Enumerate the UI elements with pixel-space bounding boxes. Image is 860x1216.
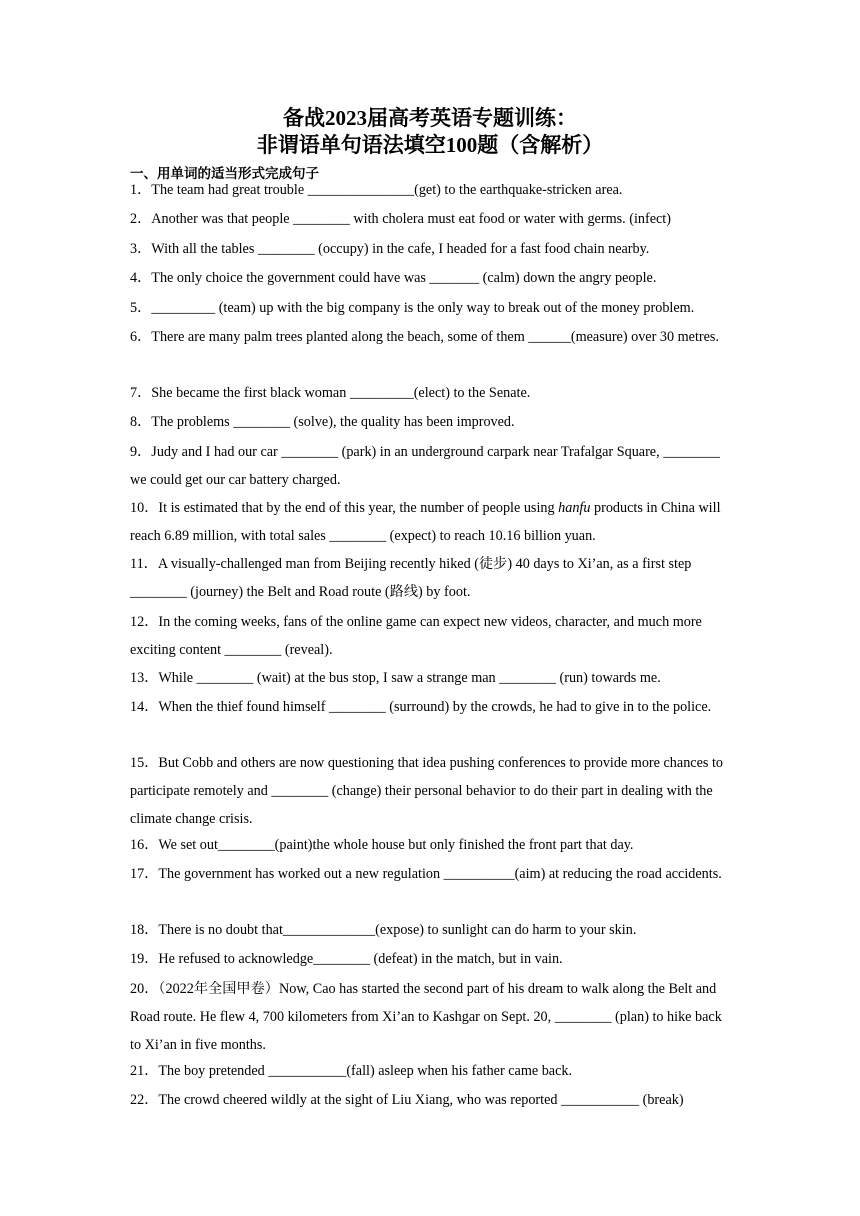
question-number: 19．	[130, 951, 159, 967]
question-text: In the coming weeks, fans of the online game can expect new videos, character, and much more exciting content ________ (reveal).	[130, 614, 702, 658]
document-title-line-1: 备战2023届高考英语专题训练：	[283, 106, 577, 130]
question-number: 3．	[130, 241, 152, 257]
question-text: The team had great trouble _______________(get) to the earthquake-stricken area.	[151, 182, 623, 198]
question-number: 20．	[130, 981, 159, 997]
question-number: 5．	[130, 300, 152, 316]
question-number: 6．	[130, 329, 152, 345]
question-text: A visually-challenged man from Beijing recently hiked (徒步) 40 days to Xi’an, as a first step ________ (journey) the Belt and Road route (路线) by foot.	[130, 556, 692, 600]
question-16	[130, 831, 734, 859]
question-number: 22．	[130, 1092, 159, 1108]
question-text: The problems ________ (solve), the quality has been improved.	[151, 414, 515, 430]
question-text: There is no doubt that_____________(expose) to sunlight can do harm to your skin.	[158, 922, 637, 938]
question-number: 2．	[130, 211, 152, 227]
question-text-after: products in China will reach 6.89 million, with total sales ________ (expect) to reach 10.16 billion yuan.	[130, 500, 721, 544]
question-text: We set out________(paint)the whole house but only finished the front part that day.	[158, 837, 634, 853]
question-4	[130, 264, 734, 292]
document-title-line-2: 非谓语单句语法填空100题（含解析）	[256, 133, 604, 157]
question-20	[130, 975, 734, 1059]
question-text: The government has worked out a new regulation __________(aim) at reducing the road accidents.	[158, 866, 722, 882]
question-number: 12．	[130, 614, 159, 630]
question-13	[130, 664, 734, 692]
question-9	[130, 438, 734, 494]
question-number: 9．	[130, 444, 152, 460]
question-text-before: It is estimated that by the end of this year, the number of people using	[158, 500, 559, 516]
question-text: Judy and I had our car ________ (park) in an underground carpark near Trafalgar Square, ________ we could get our car battery charged.	[130, 444, 720, 488]
question-text: But Cobb and others are now questioning that idea pushing conferences to provide more chances to participate remotely and ________ (change) their personal behavior to do their part in dealing with the climate change crisis.	[130, 755, 723, 827]
question-text: The only choice the government could have was _______ (calm) down the angry people.	[151, 270, 657, 286]
question-text: While ________ (wait) at the bus stop, I saw a strange man ________ (run) towards me.	[158, 670, 661, 686]
question-number: 1．	[130, 182, 152, 198]
question-8	[130, 408, 734, 436]
question-11	[130, 550, 734, 606]
question-number: 10．	[130, 500, 159, 516]
question-number: 18．	[130, 922, 159, 938]
question-text: When the thief found himself ________ (surround) by the crowds, he had to give in to the police.	[158, 699, 712, 715]
section-heading: 一、用单词的适当形式完成句子	[130, 166, 319, 182]
question-21	[130, 1057, 734, 1085]
question-1	[130, 176, 734, 204]
question-15	[130, 749, 734, 833]
question-5	[130, 294, 742, 322]
question-number: 8．	[130, 414, 152, 430]
italic-term: hanfu	[558, 500, 591, 516]
question-7	[130, 379, 734, 407]
question-text: She became the first black woman _________(elect) to the Senate.	[151, 385, 531, 401]
question-number: 16．	[130, 837, 159, 853]
question-number: 21．	[130, 1063, 159, 1079]
question-3	[130, 235, 734, 263]
question-number: 17．	[130, 866, 159, 882]
question-text: There are many palm trees planted along the beach, some of them ______(measure) over 30 metres.	[151, 329, 719, 345]
question-number: 11．	[130, 556, 158, 572]
question-text: The crowd cheered wildly at the sight of Liu Xiang, who was reported ___________ (break)	[158, 1092, 684, 1108]
question-17	[130, 860, 734, 888]
question-6	[130, 323, 734, 351]
question-22	[130, 1086, 734, 1114]
question-number: 15．	[130, 755, 159, 771]
question-18	[130, 916, 734, 944]
question-number: 14．	[130, 699, 159, 715]
question-12	[130, 608, 734, 664]
question-14	[130, 693, 734, 721]
question-text: He refused to acknowledge________ (defeat) in the match, but in vain.	[158, 951, 563, 967]
question-text: （2022年全国甲卷）Now, Cao has started the second part of his dream to walk along the Belt and Road route. He flew 4, 700 kilometers from Xi’an to Kashgar on Sept. 20, ________ (plan) to hike back to Xi’an in five months.	[130, 981, 722, 1053]
question-19	[130, 945, 734, 973]
question-number: 4．	[130, 270, 152, 286]
question-text: _________ (team) up with the big company is the only way to break out of the money problem.	[151, 300, 695, 316]
question-10	[130, 494, 734, 550]
question-number: 13．	[130, 670, 159, 686]
question-text: With all the tables ________ (occupy) in the cafe, I headed for a fast food chain nearby.	[151, 241, 650, 257]
question-text: Another was that people ________ with cholera must eat food or water with germs. (infect)	[151, 211, 671, 227]
question-number: 7．	[130, 385, 152, 401]
question-text: The boy pretended ___________(fall) asleep when his father came back.	[158, 1063, 573, 1079]
question-2	[130, 205, 734, 233]
